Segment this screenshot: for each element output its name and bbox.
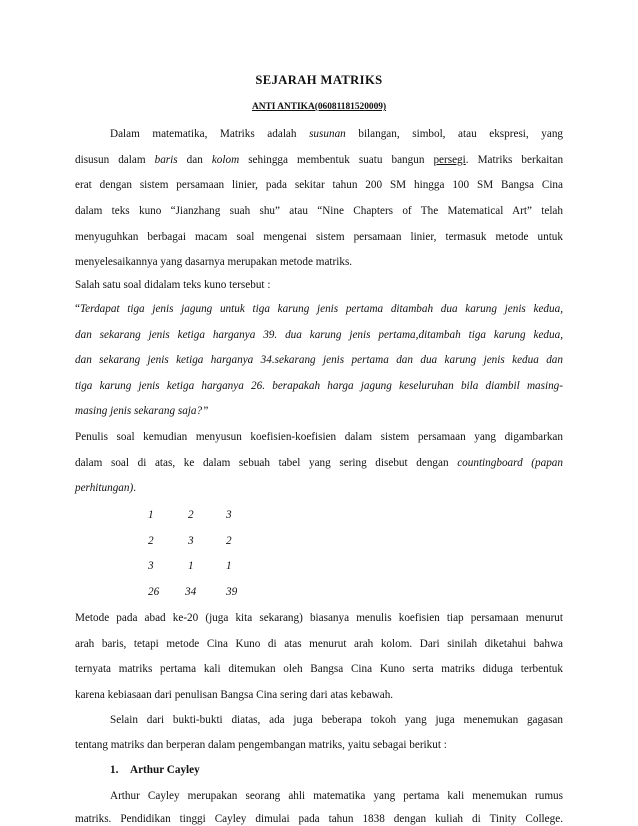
italic-term: baris: [154, 154, 178, 166]
quote-mark: “: [75, 303, 80, 315]
italic-term: susunan: [309, 128, 346, 140]
paragraph-3-line-3: [75, 481, 563, 495]
matrix-cell: 3: [188, 535, 194, 547]
text-span: bilangan, simbol, atau ekspresi, yang: [358, 128, 564, 140]
section-heading-arthur-cayley: [110, 763, 410, 777]
paragraph-6-line-1: Arthur Cayley merupakan seorang ahli matematika yang pertama kali menemukan rumus: [110, 790, 563, 802]
paragraph-1-line-1: [110, 127, 563, 141]
heading-number: 1.: [110, 764, 119, 776]
quote-line-3: dan sekarang jenis ketiga harganya 34.sekarang jenis pertama dan dua karung jenis kedua dan: [75, 354, 563, 366]
matrix-row: [0, 585, 638, 599]
text-span: .: [133, 482, 137, 494]
matrix-cell: 26: [148, 586, 160, 598]
matrix-cell: 2: [188, 509, 194, 521]
author-line: ANTI ANTIKA(06081181520009): [251, 102, 387, 112]
paragraph-3-line-2: [75, 456, 563, 470]
paragraph-1-line-3: erat dengan sistem persamaan linier, pada sekitar tahun 200 SM hingga 100 SM Bangsa Cina: [75, 179, 563, 191]
matrix-row: [0, 508, 638, 522]
paragraph-4-line-3: ternyata matriks pertama kali ditemukan oleh Bangsa Cina Kuno serta matriks diduga terbentuk: [75, 663, 563, 675]
matrix-cell: 3: [226, 509, 232, 521]
paragraph-4-line-1: Metode pada abad ke-20 (juga kita sekarang) biasanya menulis koefisien tiap persamaan menurut: [75, 612, 563, 624]
matrix-cell: 3: [148, 560, 154, 572]
text-span: dan: [186, 154, 203, 166]
text-span: Terdapat tiga jenis jagung untuk tiga karung jenis pertama ditambah dua karung jenis kedua,: [79, 303, 563, 315]
quote-line-1: [75, 302, 563, 316]
heading-text: Arthur Cayley: [130, 764, 200, 776]
text-span: sehingga membentuk suatu bangun: [248, 154, 425, 166]
matrix-cell: 1: [148, 509, 154, 521]
matrix-row: [0, 534, 638, 548]
paragraph-3-line-1: Penulis soal kemudian menyusun koefisien-koefisien dalam sistem persamaan yang digambarkan: [75, 431, 563, 443]
paragraph-1-line-4: dalam teks kuno “Jianzhang suah shu” atau “Nine Chapters of The Matematical Art” telah: [75, 205, 563, 217]
matrix-cell: 34: [185, 586, 197, 598]
paragraph-1-line-2: [75, 153, 563, 167]
quote-line-4: tiga karung jenis ketiga harganya 26. berapakah harga jagung keseluruhan bila diambil masing-: [75, 380, 563, 392]
paragraph-1-line-6: menyelesaikannya yang dasarnya merupakan metode matriks.: [75, 256, 353, 268]
matrix-cell: 1: [226, 560, 232, 572]
paragraph-1-line-5: menyuguhkan berbagai macam soal mengenai sistem persamaan linier, termasuk metode untuk: [75, 231, 563, 243]
quote-line-2: dan sekarang jenis ketiga harganya 39. dua karung jenis pertama,ditambah tiga karung kedua,: [75, 329, 563, 341]
paragraph-6-line-2: matriks. Pendidikan tinggi Cayley dimulai pada tahun 1838 dengan kuliah di Tinity College.: [75, 813, 563, 825]
paragraph-5-line-2: tentang matriks dan berperan dalam pengembangan matriks, yaitu sebagai berikut :: [75, 739, 447, 751]
text-span: dalam soal di atas, ke dalam sebuah tabel yang sering disebut dengan: [75, 457, 449, 469]
text-span: Dalam matematika, Matriks adalah: [110, 128, 297, 140]
matrix-row: [0, 559, 638, 573]
paragraph-4-line-4: karena kebiasaan dari penulisan Bangsa Cina sering dari atas kebawah.: [75, 689, 394, 701]
paragraph-4-line-2: arah baris, tetapi metode Cina Kuno di atas menurut arah kolom. Dari sinilah diketahui bahwa: [75, 638, 563, 650]
italic-term: kolom: [211, 154, 240, 166]
matrix-cell: 2: [148, 535, 154, 547]
italic-term: countingboard (papan: [457, 457, 563, 469]
text-span: disusun dalam: [75, 154, 146, 166]
matrix-cell: 1: [188, 560, 194, 572]
text-span: . Matriks berkaitan: [465, 154, 564, 166]
quote-line-5: masing jenis sekarang saja?”: [75, 405, 209, 417]
italic-term: perhitungan): [75, 482, 134, 494]
paragraph-5-line-1: Selain dari bukti-bukti diatas, ada juga beberapa tokoh yang juga menemukan gagasan: [110, 714, 563, 726]
paragraph-2: Salah satu soal didalam teks kuno tersebut :: [75, 279, 271, 291]
matrix-cell: 2: [226, 535, 232, 547]
underlined-link-text: persegi: [433, 154, 466, 166]
document-title: SEJARAH MATRIKS: [255, 73, 383, 87]
matrix-cell: 39: [226, 586, 238, 598]
